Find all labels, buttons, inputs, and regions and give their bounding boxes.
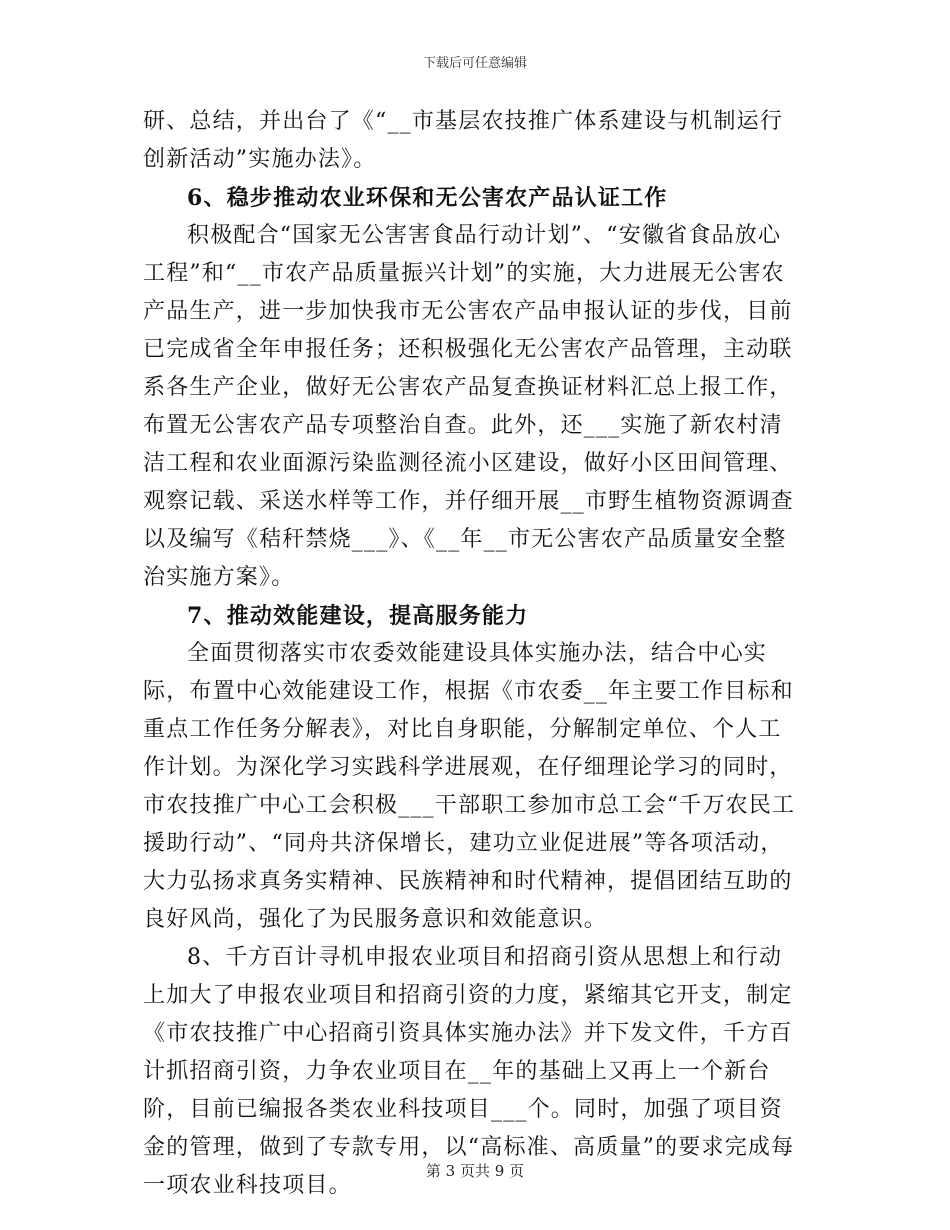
section-heading-6: 6、稳步推动农业环保和无公害农产品认证工作 bbox=[187, 185, 668, 211]
paragraph-continuation: 研、总结，并出台了《“__市基层农技推广体系建设与机制运行创新活动”实施办法》。 bbox=[143, 109, 784, 172]
section-heading-7: 7、推动效能建设，提高服务能力 bbox=[187, 603, 529, 629]
paragraph-section-6: 积极配合“国家无公害害食品行动计划”、“安徽省食品放心工程”和“__市农产品质量振兴计划”的实施，大力进展无公害农产品生产，进一步加快我市无公害农产品申报认证的步伐，目前已完成省全年申报任务；还积极强化无公害农产品管理，主动联系各生产企业，做好无公害农产品复查换证材料汇总上报工作，布置无公害农产品专项整治自查。此外，还___实施了新农村清洁工程和农业面源污染监测径流小区建设，做好小区田间管理、观察记载、采送水样等工作，并仔细开展__市野生植物资源调查以及编写《秸秆禁烧___》、《__年__市无公害农产品质量安全整治实施方案》。 bbox=[143, 223, 794, 590]
document-body bbox=[143, 103, 803, 1205]
paragraph-section-7: 全面贯彻落实市农委效能建设具体实施办法，结合中心实际，布置中心效能建设工作，根据《市农委__年主要工作目标和重点工作任务分解表》，对比自身职能，分解制定单位、个人工作计划。为深化学习实践科学进展观，在仔细理论学习的同时，市农技推广中心工会积极___干部职工参加市总工会“千万农民工援助行动”、“同舟共济保增长，建功立业促进展”等各项活动，大力弘扬求真务实精神、民族精神和时代精神，提倡团结互助的良好风尚，强化了为民服务意识和效能意识。 bbox=[143, 641, 796, 932]
page-number-footer: 第 3 页共 9 页 bbox=[425, 1162, 525, 1180]
page-header: 下载后可任意编辑 bbox=[422, 56, 527, 71]
paragraph-section-8: 8、千方百计寻机申报农业项目和招商引资从思想上和行动上加大了申报农业项目和招商引资的力度，紧缩其它开支，制定《市农技推广中心招商引资具体实施办法》并下发文件，千方百计抓招商引资，力争农业项目在__年的基础上又再上一个新台阶，目前已编报各类农业科技项目___个。同时，加强了项目资金的管理，做到了专款专用，以“高标准、高质量”的要求完成每一项农业科技项目。 bbox=[143, 945, 795, 1198]
